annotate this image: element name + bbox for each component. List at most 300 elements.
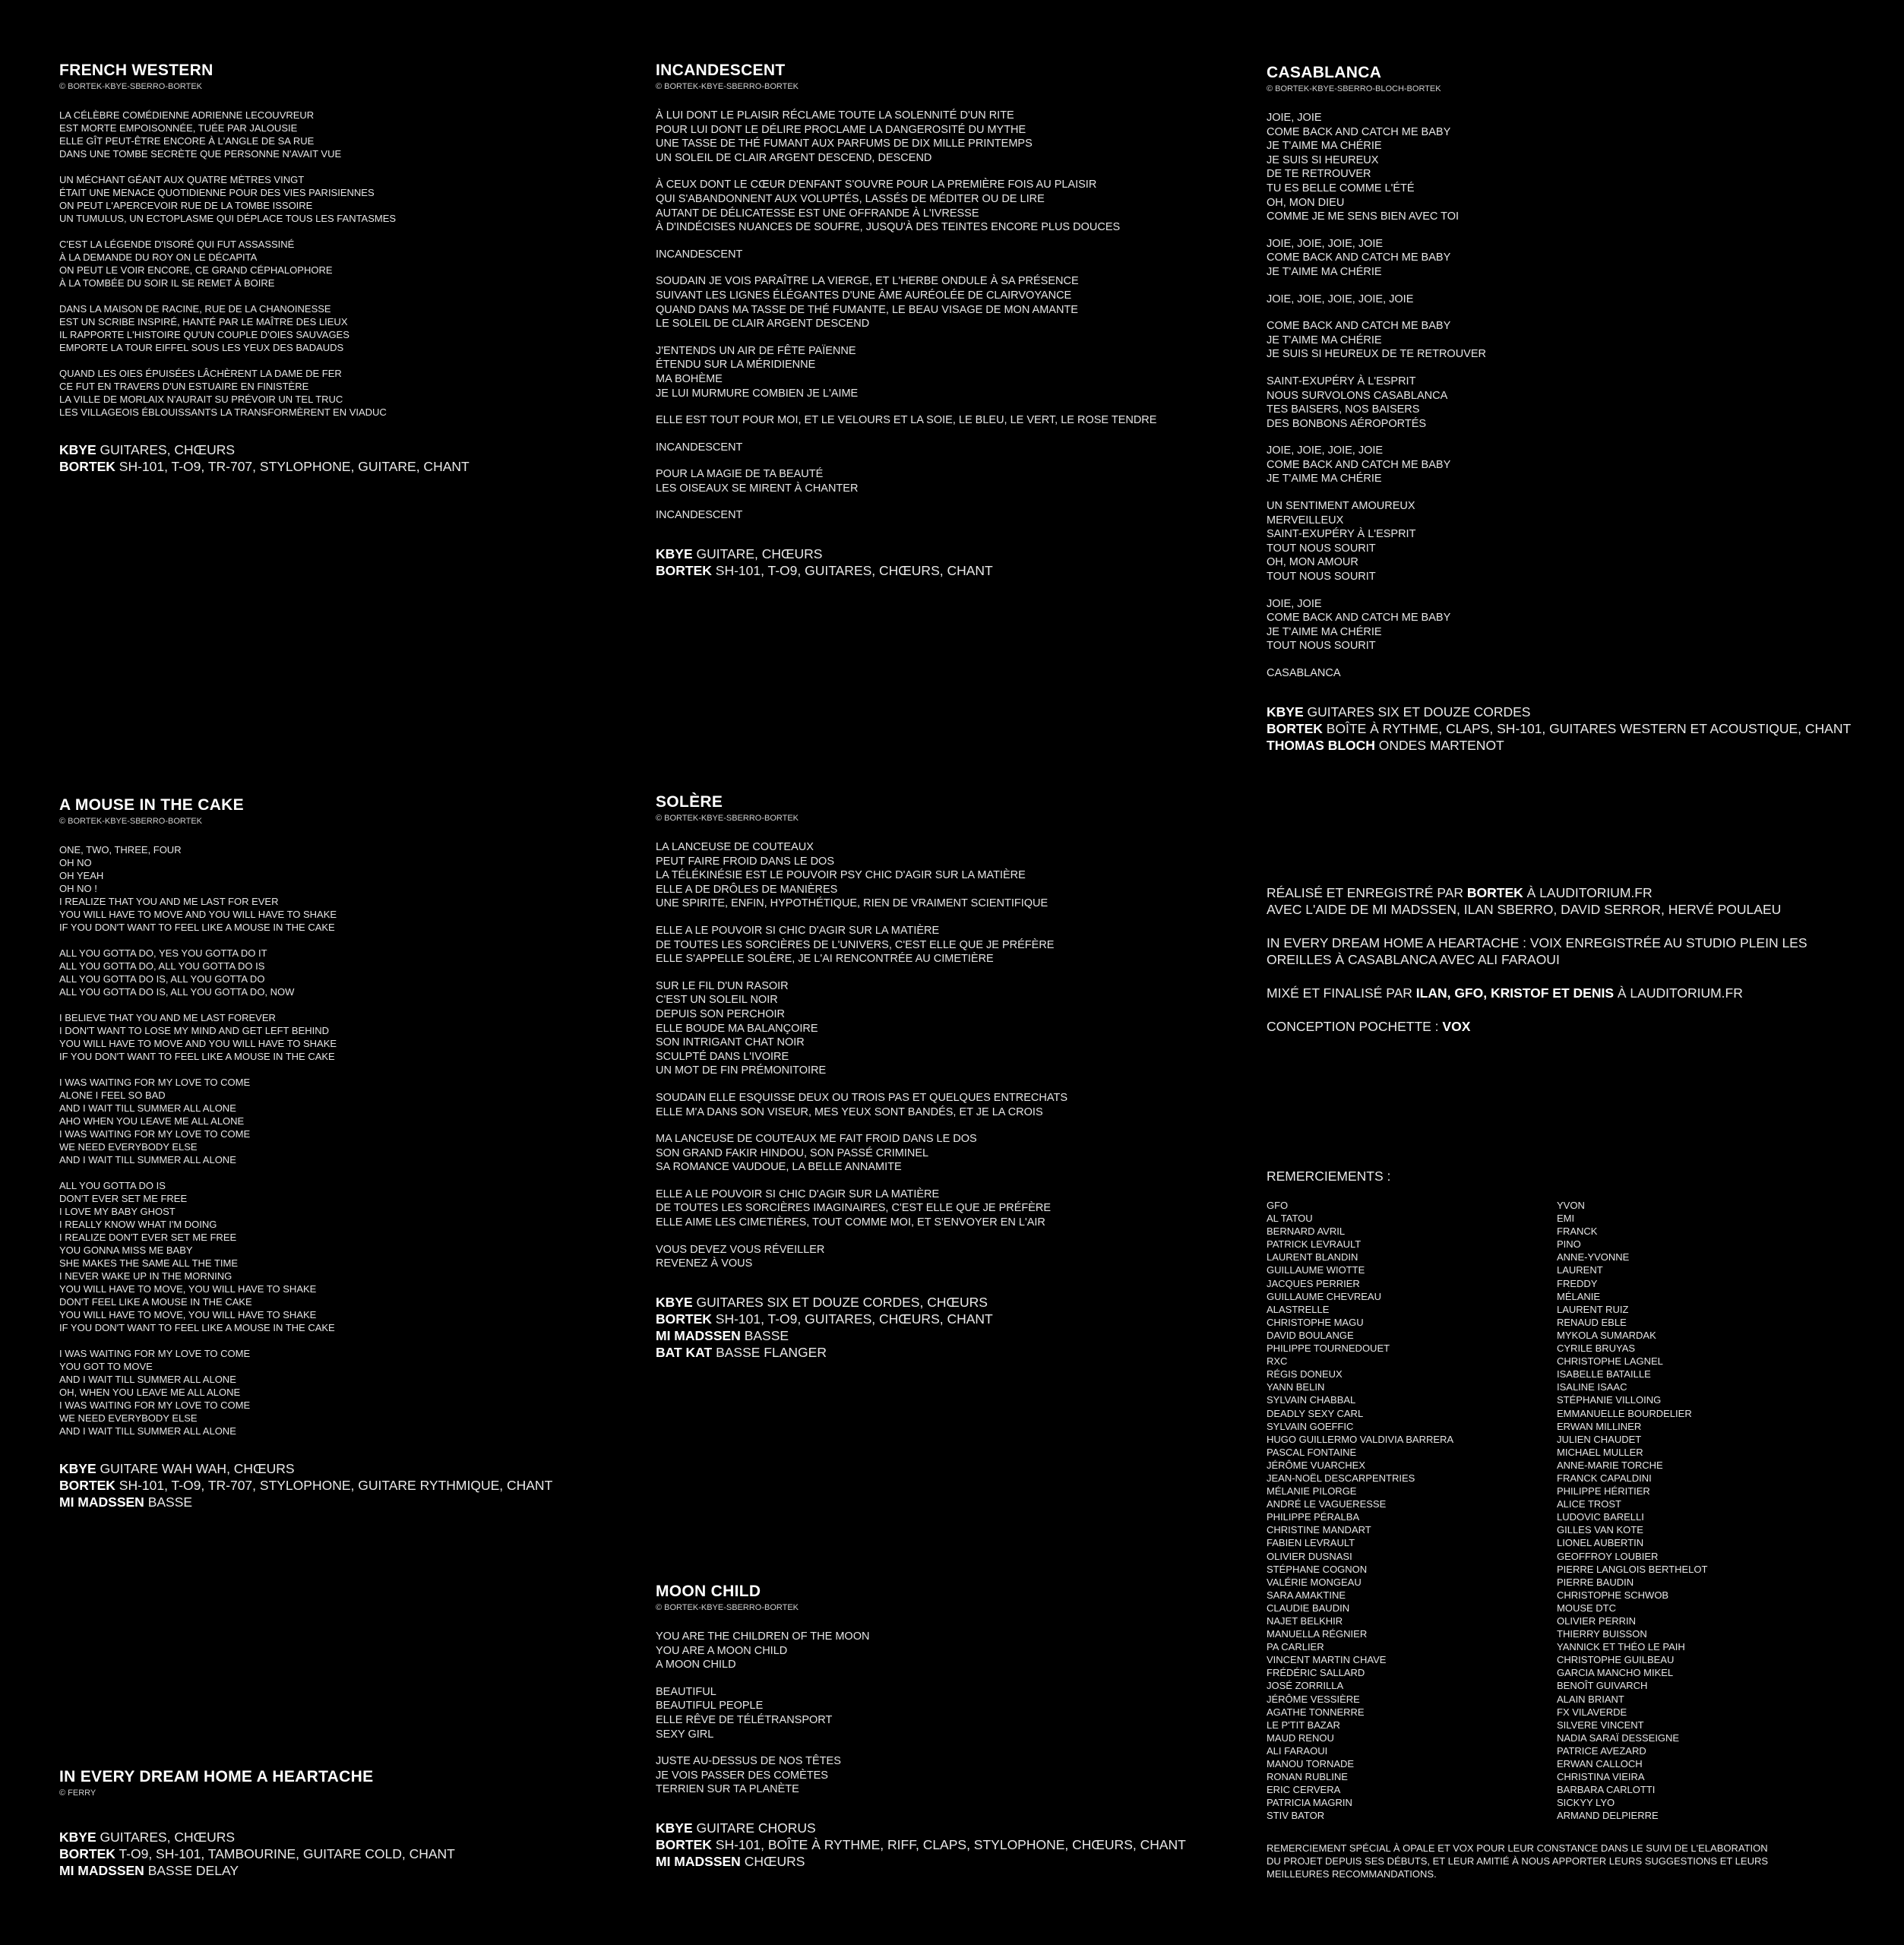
credit-role: BASSE DELAY	[147, 1863, 239, 1878]
lyrics-line: ALL YOU GOTTA DO IS, ALL YOU GOTTA DO, NOW	[59, 986, 295, 998]
lyrics-stanza	[656, 979, 1067, 1078]
credit-line	[656, 1853, 1186, 1870]
thanks-name: PA CARLIER	[1267, 1641, 1324, 1653]
lyrics-line: I NEVER WAKE UP IN THE MORNING	[59, 1270, 232, 1282]
lyrics-line: OH NO !	[59, 883, 97, 894]
thanks-name: DAVID BOULANGE	[1267, 1329, 1354, 1341]
thanks-name: PIERRE BAUDIN	[1557, 1576, 1634, 1588]
lyrics-stanza	[59, 1011, 552, 1063]
thanks-name: VINCENT MARTIN CHAVE	[1267, 1654, 1387, 1666]
thanks-name: SICKYY LYO	[1557, 1797, 1615, 1809]
song-title: IN EVERY DREAM HOME A HEARTACHE	[59, 1768, 374, 1785]
special-thanks: REMERCIEMENT SPÉCIAL À OPALE ET VOX POUR LEUR CONSTANCE DANS LE SUIVI DE L'ELABORATION DU PROJET DEPUIS SES DÉBUTS, ET LEUR AMITIÉ À NOUS APPORTER LEURS SUGGESTIONS ET LEURS MEILLEURES RECOMMANDATIONS.	[1267, 1842, 1769, 1880]
lyrics-line: YOU WILL HAVE TO MOVE AND YOU WILL HAVE TO SHAKE	[59, 1038, 337, 1049]
thanks-name: JOSÉ ZORRILLA	[1267, 1680, 1344, 1692]
lyrics-line: AND I WAIT TILL SUMMER ALL ALONE	[59, 1102, 236, 1114]
lyrics-line: SCULPTÉ DANS L'IVOIRE	[656, 1050, 789, 1063]
lyrics-line: WE NEED EVERYBODY ELSE	[59, 1412, 198, 1424]
lyrics-line: PEUT FAIRE FROID DANS LE DOS	[656, 855, 835, 868]
credit-role: SH-101, T-O9, TR-707, STYLOPHONE, GUITARE, CHANT	[119, 459, 470, 474]
credit-musician: MI MADSSEN	[656, 1327, 741, 1343]
lyrics-line: LES VILLAGEOIS ÉBLOUISSANTS LA TRANSFORMÈRENT EN VIADUC	[59, 406, 387, 418]
lyrics-line: EST MORTE EMPOISONNÉE, TUÉE PAR JALOUSIE	[59, 122, 298, 134]
lyrics-line: C'EST UN SOLEIL NOIR	[656, 994, 778, 1007]
thanks-name: LAURENT BLANDIN	[1267, 1251, 1358, 1263]
info-bold: BORTEK	[1466, 885, 1523, 900]
lyrics-stanza	[59, 109, 470, 160]
thanks-name: SILVERE VINCENT	[1557, 1719, 1644, 1731]
lyrics-line: JE T'AIME MA CHÉRIE	[1267, 334, 1382, 346]
info-vocals: IN EVERY DREAM HOME A HEARTACHE : VOIX ENREGISTRÉE AU STUDIO PLEIN LES OREILLES À CASABLANCA AVEC ALI FARAOUI	[1267, 935, 1808, 967]
credit-role: GUITARE, CHŒURS	[696, 546, 823, 562]
lyrics-stanza	[1267, 444, 1851, 486]
thanks-name: LE P'TIT BAZAR	[1267, 1719, 1340, 1731]
lyrics-line: LA CÉLÈBRE COMÉDIENNE ADRIENNE LECOUVREUR	[59, 109, 315, 121]
lyrics-line: YOU WILL HAVE TO MOVE AND YOU WILL HAVE TO SHAKE	[59, 909, 337, 920]
lyrics-line: LE SOLEIL DE CLAIR ARGENT DESCEND	[656, 318, 870, 330]
thanks-name: PHILIPPE TOURNEDOUET	[1267, 1343, 1390, 1355]
thanks-name: YANN BELIN	[1267, 1381, 1325, 1393]
song-copyright: © BORTEK-KBYE-SBERRO-BORTEK	[59, 82, 203, 91]
lyrics-line: À LUI DONT LE PLAISIR RÉCLAME TOUTE LA SOLENNITÉ D'UN RITE	[656, 109, 1014, 122]
lyrics-line: IF YOU DON'T WANT TO FEEL LIKE A MOUSE IN THE CAKE	[59, 922, 335, 933]
credit-role: GUITARES SIX ET DOUZE CORDES, CHŒURS	[696, 1294, 988, 1310]
credit-role: T-O9, SH-101, TAMBOURINE, GUITARE COLD, CHANT	[119, 1846, 455, 1861]
song-copyright: © BORTEK-KBYE-SBERRO-BORTEK	[656, 82, 799, 91]
credit-line	[656, 1327, 1067, 1344]
lyrics-line: DE TOUTES LES SORCIÈRES DE L'UNIVERS, C'EST ELLE QUE JE PRÉFÈRE	[656, 938, 1055, 951]
lyrics-line: COME BACK AND CATCH ME BABY	[1267, 125, 1451, 138]
lyrics-line: ON PEUT LE VOIR ENCORE, CE GRAND CÉPHALOPHORE	[59, 264, 333, 276]
lyrics-stanza	[59, 1076, 552, 1166]
lyrics-stanza	[1267, 319, 1851, 362]
thanks-name: NAJET BELKHIR	[1267, 1615, 1343, 1627]
lyrics-line: YOU WILL HAVE TO MOVE, YOU WILL HAVE TO SHAKE	[59, 1309, 317, 1320]
lyrics-line: JOIE, JOIE	[1267, 112, 1322, 124]
production-info	[1267, 884, 1844, 1052]
lyrics-line: QUAND LES OIES ÉPUISÉES LÂCHÈRENT LA DAME DE FER	[59, 368, 342, 379]
thanks-name: PHILIPPE HÉRITIER	[1557, 1485, 1650, 1497]
lyrics-stanza	[59, 947, 552, 998]
lyrics-line: JE LUI MURMURE COMBIEN JE L'AIME	[656, 387, 859, 400]
lyrics-line: ALL YOU GOTTA DO, YES YOU GOTTA DO IT	[59, 947, 267, 959]
info-artwork	[1267, 1018, 1844, 1035]
lyrics-stanza	[656, 1243, 1067, 1271]
lyrics-line: JOIE, JOIE, JOIE, JOIE	[1267, 237, 1384, 250]
thanks-name: RENAUD EBLE	[1557, 1316, 1627, 1328]
lyrics-line: ELLE A DE DRÔLES DE MANIÈRES	[656, 883, 838, 896]
credit-line	[1267, 704, 1851, 720]
lyrics-stanza	[656, 467, 1156, 495]
lyrics-line: CE FUT EN TRAVERS D'UN ESTUAIRE EN FINISTÈRE	[59, 381, 309, 392]
credit-line	[59, 441, 470, 458]
credit-musician: KBYE	[656, 1294, 693, 1310]
lyrics-stanza	[656, 109, 1156, 165]
thanks-name: ALAIN BRIANT	[1557, 1693, 1624, 1705]
credit-line	[656, 1836, 1186, 1853]
thanks-name: LAURENT	[1557, 1264, 1603, 1276]
thanks-name: ALI FARAOUI	[1267, 1744, 1328, 1757]
thanks-name: JULIEN CHAUDET	[1557, 1433, 1642, 1445]
thanks-name: STÉPHANIE VILLOING	[1557, 1394, 1662, 1406]
thanks-name: ERWAN MILLINER	[1557, 1420, 1642, 1432]
lyrics-line: À CEUX DONT LE CŒUR D'ENFANT S'OUVRE POUR LA PREMIÈRE FOIS AU PLAISIR	[656, 179, 1097, 191]
song-title: SOLÈRE	[656, 793, 723, 811]
lyrics-line: ALL YOU GOTTA DO IS, ALL YOU GOTTA DO	[59, 973, 265, 985]
song-copyright: © BORTEK-KBYE-SBERRO-BORTEK	[656, 1603, 799, 1612]
thanks-name: FREDDY	[1557, 1277, 1598, 1289]
credit-line	[59, 1477, 552, 1494]
lyrics-line: I WAS WAITING FOR MY LOVE TO COME	[59, 1399, 251, 1411]
thanks-column-1	[1267, 1199, 1453, 1823]
lyrics-line: I WAS WAITING FOR MY LOVE TO COME	[59, 1128, 251, 1140]
credit-role: CHŒURS	[744, 1853, 805, 1869]
thanks-name: RONAN RUBLINE	[1267, 1771, 1348, 1783]
info-text: CONCEPTION POCHETTE :	[1267, 1019, 1443, 1034]
lyrics-line: DES BONBONS AÉROPORTÉS	[1267, 417, 1427, 430]
thanks-name: MANUELLA RÉGNIER	[1267, 1628, 1368, 1640]
lyrics-line: OH YEAH	[59, 870, 104, 881]
thanks-name: JÉRÔME VESSIÈRE	[1267, 1693, 1360, 1705]
lyrics-line: MA LANCEUSE DE COUTEAUX ME FAIT FROID DANS LE DOS	[656, 1133, 977, 1146]
lyrics-line: INCANDESCENT	[656, 509, 743, 522]
lyrics-stanza	[656, 178, 1156, 234]
thanks-name: STÉPHANE COGNON	[1267, 1563, 1368, 1575]
thanks-name: CHRISTOPHE LAGNEL	[1557, 1355, 1663, 1368]
credit-line	[59, 1845, 455, 1862]
lyrics-line: SON INTRIGANT CHAT NOIR	[656, 1036, 805, 1049]
lyrics	[59, 843, 552, 1437]
thanks-name: STIV BATOR	[1267, 1810, 1325, 1822]
thanks-name: MÉLANIE	[1557, 1290, 1601, 1302]
credit-line	[59, 458, 470, 475]
song-french-western	[59, 61, 470, 475]
thanks-name: EMI	[1557, 1213, 1575, 1225]
thanks-name: FX VILAVERDE	[1557, 1706, 1627, 1718]
lyrics-line: TOUT NOUS SOURIT	[1267, 542, 1376, 555]
lyrics-line: VOUS DEVEZ VOUS RÉVEILLER	[656, 1243, 825, 1256]
thanks-name: GARCIA MANCHO MIKEL	[1557, 1667, 1674, 1679]
lyrics-line: COME BACK AND CATCH ME BABY	[1267, 251, 1451, 264]
lyrics-line: SUIVANT LES LIGNES ÉLÉGANTES D'UNE ÂME AURÉOLÉE DE CLAIRVOYANCE	[656, 289, 1072, 302]
credit-line	[656, 1294, 1067, 1311]
lyrics-line: ELLE EST TOUT POUR MOI, ET LE VELOURS ET LA SOIE, LE BLEU, LE VERT, LE ROSE TENDRE	[656, 414, 1157, 427]
song-in-every-dream-home	[59, 1767, 455, 1879]
lyrics-stanza	[1267, 237, 1851, 280]
thanks-name: ISABELLE BATAILLE	[1557, 1368, 1651, 1380]
thanks-name: FABIEN LEVRAULT	[1267, 1537, 1355, 1549]
lyrics-line: AUTANT DE DÉLICATESSE EST UNE OFFRANDE À L'IVRESSE	[656, 207, 979, 220]
thanks-name: MAUD RENOU	[1267, 1732, 1334, 1744]
thanks-name: CHRISTOPHE GUILBEAU	[1557, 1654, 1675, 1666]
lyrics-line: DANS LA MAISON DE RACINE, RUE DE LA CHANOINESSE	[59, 303, 331, 315]
lyrics-line: IF YOU DON'T WANT TO FEEL LIKE A MOUSE IN THE CAKE	[59, 1322, 335, 1333]
lyrics-line: À LA DEMANDE DU ROY ON LE DÉCAPITA	[59, 251, 258, 263]
lyrics-line: TU ES BELLE COMME L'ÉTÉ	[1267, 182, 1415, 194]
credit-musician: MI MADSSEN	[59, 1863, 144, 1878]
credit-musician: MI MADSSEN	[656, 1853, 741, 1869]
lyrics-line: INCANDESCENT	[656, 248, 743, 261]
lyrics-line: CASABLANCA	[1267, 667, 1341, 679]
lyrics-line: YOU ARE THE CHILDREN OF THE MOON	[656, 1630, 870, 1643]
lyrics-line: IL RAPPORTE L'HISTOIRE QU'UN COUPLE D'OIES SAUVAGES	[59, 329, 349, 340]
lyrics-stanza	[656, 274, 1156, 330]
lyrics-line: MA BOHÈME	[656, 372, 723, 385]
song-title: CASABLANCA	[1267, 64, 1382, 81]
lyrics-line: COME BACK AND CATCH ME BABY	[1267, 612, 1451, 625]
lyrics-line: POUR LUI DONT LE DÉLIRE PROCLAME LA DANGEROSITÉ DU MYTHE	[656, 123, 1026, 136]
credit-musician: BORTEK	[656, 1836, 712, 1852]
lyrics-line: TOUT NOUS SOURIT	[1267, 640, 1376, 653]
lyrics-line: DON'T EVER SET ME FREE	[59, 1193, 188, 1204]
song-copyright: © BORTEK-KBYE-SBERRO-BORTEK	[59, 817, 203, 826]
lyrics	[59, 109, 470, 419]
thanks-name: PATRICE AVEZARD	[1557, 1744, 1646, 1757]
lyrics-line: COME BACK AND CATCH ME BABY	[1267, 320, 1451, 333]
lyrics-stanza	[656, 413, 1156, 428]
thanks-name: ALICE TROST	[1557, 1498, 1622, 1510]
credit-role: BASSE	[147, 1494, 193, 1510]
lyrics-line: LES OISEAUX SE MIRENT À CHANTER	[656, 482, 859, 495]
thanks-name: PHILIPPE PÉRALBA	[1267, 1511, 1360, 1523]
lyrics-line: AND I WAIT TILL SUMMER ALL ALONE	[59, 1425, 236, 1437]
lyrics-stanza	[59, 173, 470, 225]
song-moon-child	[656, 1582, 1186, 1870]
thanks-name: LAURENT RUIZ	[1557, 1303, 1629, 1315]
credit-musician: KBYE	[1267, 704, 1304, 719]
lyrics-line: DEPUIS SON PERCHOIR	[656, 1007, 785, 1020]
song-copyright: © BORTEK-KBYE-SBERRO-BORTEK	[656, 814, 799, 823]
credit-role: ONDES MARTENOT	[1378, 737, 1504, 753]
lyrics-line: À LA TOMBÉE DU SOIR IL SE REMET À BOIRE	[59, 277, 275, 289]
credit-line	[1267, 737, 1851, 754]
credit-musician: BORTEK	[59, 1478, 115, 1493]
lyrics-line: J'ENTENDS UN AIR DE FÊTE PAÏENNE	[656, 344, 856, 357]
lyrics-line: YOU ARE A MOON CHILD	[656, 1644, 788, 1657]
lyrics-line: MERVEILLEUX	[1267, 514, 1344, 527]
credit-role: BASSE FLANGER	[716, 1344, 827, 1360]
thanks-name: CLAUDIE BAUDIN	[1267, 1602, 1350, 1614]
lyrics-line: SOUDAIN JE VOIS PARAÎTRE LA VIERGE, ET L'HERBE ONDULE À SA PRÉSENCE	[656, 275, 1079, 288]
thanks-name: YANNICK ET THÉO LE PAIH	[1557, 1641, 1685, 1653]
song-solere	[656, 792, 1067, 1361]
lyrics	[1267, 111, 1851, 681]
lyrics-line: QUAND DANS MA TASSE DE THÉ FUMANTE, LE BEAU VISAGE DE MON AMANTE	[656, 303, 1078, 316]
lyrics-line: ELLE S'APPELLE SOLÈRE, JE L'AI RENCONTRÉE AU CIMETIÈRE	[656, 953, 994, 966]
credit-line	[656, 1344, 1067, 1361]
thanks-name: BENOÎT GUIVARCH	[1557, 1680, 1648, 1692]
info-text: À LAUDITORIUM.FR	[1614, 985, 1743, 1001]
lyrics-stanza	[656, 344, 1156, 400]
lyrics-stanza	[656, 248, 1156, 262]
lyrics-stanza	[656, 1754, 1186, 1797]
credit-role: GUITARE CHORUS	[696, 1820, 816, 1836]
lyrics-line: I REALIZE DON'T EVER SET ME FREE	[59, 1232, 237, 1243]
thanks-name: AGATHE TONNERRE	[1267, 1706, 1365, 1718]
credit-role: SH-101, T-O9, TR-707, STYLOPHONE, GUITARE RYTHMIQUE, CHANT	[119, 1478, 553, 1493]
thanks-name: VALÉRIE MONGEAU	[1267, 1576, 1362, 1588]
credit-line	[656, 1311, 1067, 1327]
lyrics-line: DE TOUTES LES SORCIÈRES IMAGINAIRES, C'EST ELLE QUE JE PRÉFÈRE	[656, 1202, 1052, 1215]
lyrics-line: I LOVE MY BABY GHOST	[59, 1206, 176, 1217]
lyrics-line: AND I WAIT TILL SUMMER ALL ALONE	[59, 1154, 236, 1165]
lyrics-stanza	[59, 302, 470, 354]
thanks-name: FRANCK	[1557, 1226, 1598, 1238]
lyrics-line: SAINT-EXUPÉRY À L'ESPRIT	[1267, 528, 1416, 541]
lyrics-line: TOUT NOUS SOURIT	[1267, 571, 1376, 584]
lyrics-line: REVENEZ À VOUS	[656, 1257, 753, 1270]
lyrics-line: ELLE GÎT PEUT-ÊTRE ENCORE À L'ANGLE DE SA RUE	[59, 135, 315, 147]
credit-musician: THOMAS BLOCH	[1267, 737, 1375, 753]
lyrics-line: AND I WAIT TILL SUMMER ALL ALONE	[59, 1374, 236, 1385]
lyrics-line: I BELIEVE THAT YOU AND ME LAST FOREVER	[59, 1012, 276, 1023]
thanks-name: ANDRÉ LE VAGUERESSE	[1267, 1498, 1387, 1510]
lyrics-line: UN SOLEIL DE CLAIR ARGENT DESCEND, DESCEND	[656, 151, 932, 164]
lyrics-stanza	[656, 441, 1156, 455]
lyrics-line: JUSTE AU-DESSUS DE NOS TÊTES	[656, 1755, 841, 1768]
credit-musician: MI MADSSEN	[59, 1494, 144, 1510]
thanks-name: JEAN-NOËL DESCARPENTRIES	[1267, 1472, 1415, 1484]
lyrics-stanza	[59, 1179, 552, 1334]
lyrics-line: ON PEUT L'APERCEVOIR RUE DE LA TOMBE ISSOIRE	[59, 200, 313, 211]
song-credits	[656, 1820, 1186, 1870]
lyrics-line: POUR LA MAGIE DE TA BEAUTÉ	[656, 468, 824, 481]
lyrics-stanza	[656, 1188, 1067, 1230]
lyrics-stanza	[656, 508, 1156, 523]
song-credits	[59, 1460, 552, 1510]
lyrics-stanza	[656, 840, 1067, 911]
lyrics-line: JOIE, JOIE, JOIE, JOIE, JOIE	[1267, 293, 1414, 305]
thanks-title: REMERCIEMENTS :	[1267, 1169, 1391, 1184]
lyrics-stanza	[59, 238, 470, 289]
lyrics-line: JOIE, JOIE, JOIE, JOIE	[1267, 444, 1384, 457]
thanks-name: OLIVIER PERRIN	[1557, 1615, 1637, 1627]
lyrics-line: LA LANCEUSE DE COUTEAUX	[656, 841, 814, 853]
song-title: FRENCH WESTERN	[59, 62, 213, 79]
thanks-name: ANNE-MARIE TORCHE	[1557, 1459, 1663, 1471]
lyrics-stanza	[59, 843, 552, 934]
song-title: A MOUSE IN THE CAKE	[59, 796, 244, 814]
lyrics-line: ELLE A LE POUVOIR SI CHIC D'AGIR SUR LA MATIÈRE	[656, 924, 940, 937]
thanks-name: GILLES VAN KOTE	[1557, 1524, 1643, 1536]
lyrics-stanza	[1267, 293, 1851, 307]
lyrics-line: YOU GOT TO MOVE	[59, 1361, 153, 1372]
lyrics-line: SAINT-EXUPÉRY À L'ESPRIT	[1267, 375, 1416, 387]
credit-line	[59, 1494, 552, 1510]
info-text: AVEC L'AIDE DE MI MADSSEN, ILAN SBERRO, DAVID SERROR, HERVÉ POULAEU	[1267, 902, 1782, 917]
lyrics-line: EST UN SCRIBE INSPIRÉ, HANTÉ PAR LE MAÎTRE DES LIEUX	[59, 316, 348, 327]
lyrics-line: BEAUTIFUL	[656, 1685, 716, 1698]
lyrics-stanza	[656, 1091, 1067, 1119]
lyrics-line: TES BAISERS, NOS BAISERS	[1267, 403, 1420, 416]
thanks-name: YVON	[1557, 1200, 1585, 1211]
lyrics-line: LA TÉLÉKINÉSIE EST LE POUVOIR PSY CHIC D'AGIR SUR LA MATIÈRE	[656, 869, 1026, 882]
lyrics-line: JE T'AIME MA CHÉRIE	[1267, 473, 1382, 485]
lyrics-line: SHE MAKES THE SAME ALL THE TIME	[59, 1257, 239, 1269]
lyrics-line: JOIE, JOIE	[1267, 597, 1322, 610]
lyrics-line: ALONE I FEEL SO BAD	[59, 1090, 166, 1101]
lyrics-line: SON GRAND FAKIR HINDOU, SON PASSÉ CRIMINEL	[656, 1146, 929, 1159]
credit-line	[656, 562, 1156, 579]
thanks-name: MANOU TORNADE	[1267, 1758, 1355, 1770]
thanks-name: AL TATOU	[1267, 1213, 1313, 1225]
thanks-name: MÉLANIE PILORGE	[1267, 1485, 1357, 1497]
lyrics-line: SUR LE FIL D'UN RASOIR	[656, 979, 789, 992]
thanks-name: CHRISTINE MANDART	[1267, 1524, 1371, 1536]
lyrics-line: COMME JE ME SENS BIEN AVEC TOI	[1267, 210, 1459, 223]
credit-musician: KBYE	[656, 546, 693, 562]
thanks-name: CHRISTINA VIEIRA	[1557, 1771, 1645, 1783]
lyrics-line: YOU GONNA MISS ME BABY	[59, 1244, 193, 1256]
thanks-name: OLIVIER DUSNASI	[1267, 1550, 1352, 1562]
lyrics-stanza	[59, 367, 470, 419]
credit-line	[59, 1460, 552, 1477]
thanks-name: CHRISTOPHE MAGU	[1267, 1316, 1364, 1328]
lyrics-line: UNE TASSE DE THÉ FUMANT AUX PARFUMS DE DIX MILLE PRINTEMPS	[656, 138, 1033, 150]
thanks-name: LIONEL AUBERTIN	[1557, 1537, 1644, 1549]
lyrics-line: OH, MON AMOUR	[1267, 556, 1358, 569]
thanks-name: EMMANUELLE BOURDELIER	[1557, 1407, 1692, 1419]
thanks-name: SYLVAIN GOEFFIC	[1267, 1420, 1354, 1432]
lyrics-line: ONE, TWO, THREE, FOUR	[59, 844, 182, 855]
info-text: RÉALISÉ ET ENREGISTRÉ PAR	[1267, 885, 1467, 900]
lyrics-line: OH NO	[59, 857, 92, 868]
credit-role: BOÎTE À RYTHME, CLAPS, SH-101, GUITARES WESTERN ET ACOUSTIQUE, CHANT	[1326, 720, 1852, 736]
lyrics-line: IF YOU DON'T WANT TO FEEL LIKE A MOUSE IN THE CAKE	[59, 1051, 335, 1062]
thanks-name: THIERRY BUISSON	[1557, 1628, 1647, 1640]
lyrics-line: QUI S'ABANDONNENT AUX VOLUPTÉS, LASSÉS DE MÉDITER OU DE LIRE	[656, 192, 1045, 205]
lyrics-line: AHO WHEN YOU LEAVE ME ALL ALONE	[59, 1115, 245, 1127]
lyrics-stanza	[59, 1347, 552, 1437]
lyrics-stanza	[1267, 111, 1851, 224]
lyrics-line: SOUDAIN ELLE ESQUISSE DEUX OU TROIS PAS ET QUELQUES ENTRECHATS	[656, 1091, 1068, 1104]
thanks-name: GEOFFROY LOUBIER	[1557, 1550, 1659, 1562]
thanks-name: PIERRE LANGLOIS BERTHELOT	[1557, 1563, 1708, 1575]
song-casablanca	[1267, 63, 1851, 754]
lyrics-line: TERRIEN SUR TA PLANÈTE	[656, 1783, 799, 1796]
thanks-name: CYRILE BRUYAS	[1557, 1343, 1636, 1355]
song-credits	[1267, 704, 1851, 754]
lyrics-line: LA VILLE DE MORLAIX N'AURAIT SU PRÉVOIR UN TEL TRUC	[59, 394, 343, 405]
song-credits	[59, 1829, 455, 1879]
lyrics-line: A MOON CHILD	[656, 1659, 736, 1671]
info-text: MIXÉ ET FINALISÉ PAR	[1267, 985, 1416, 1001]
credit-musician: BORTEK	[1267, 720, 1323, 736]
lyrics-stanza	[1267, 375, 1851, 431]
lyrics-line: JE T'AIME MA CHÉRIE	[1267, 625, 1382, 638]
thanks-name: FRANCK CAPALDINI	[1557, 1472, 1652, 1484]
info-bold: ILAN, GFO, KRISTOF ET DENIS	[1415, 985, 1615, 1001]
thanks-name: PINO	[1557, 1238, 1581, 1251]
lyrics-line: JE VOIS PASSER DES COMÈTES	[656, 1769, 828, 1782]
thanks-name: JACQUES PERRIER	[1267, 1277, 1360, 1289]
credit-musician: BORTEK	[656, 1311, 712, 1327]
lyrics-line: UNE SPIRITE, ENFIN, HYPOTHÉTIQUE, RIEN DE VRAIMENT SCIENTIFIQUE	[656, 897, 1048, 910]
lyrics-line: EMPORTE LA TOUR EIFFEL SOUS LES YEUX DES BADAUDS	[59, 342, 344, 353]
song-credits	[656, 1294, 1067, 1361]
thanks-name: GFO	[1267, 1200, 1289, 1211]
credit-line	[656, 1820, 1186, 1836]
thanks-name: RÉGIS DONEUX	[1267, 1368, 1343, 1380]
thanks-name: SARA AMAKTINE	[1267, 1589, 1346, 1601]
lyrics-stanza	[656, 1685, 1186, 1741]
credit-musician: KBYE	[59, 442, 96, 457]
lyrics-line: JE T'AIME MA CHÉRIE	[1267, 140, 1382, 153]
thanks-name: FRÉDÉRIC SALLARD	[1267, 1667, 1365, 1679]
lyrics-line: ELLE BOUDE MA BALANÇOIRE	[656, 1022, 818, 1035]
lyrics-line: UN MÉCHANT GÉANT AUX QUATRE MÈTRES VINGT	[59, 174, 305, 185]
thanks-name: BERNARD AVRIL	[1267, 1226, 1346, 1238]
